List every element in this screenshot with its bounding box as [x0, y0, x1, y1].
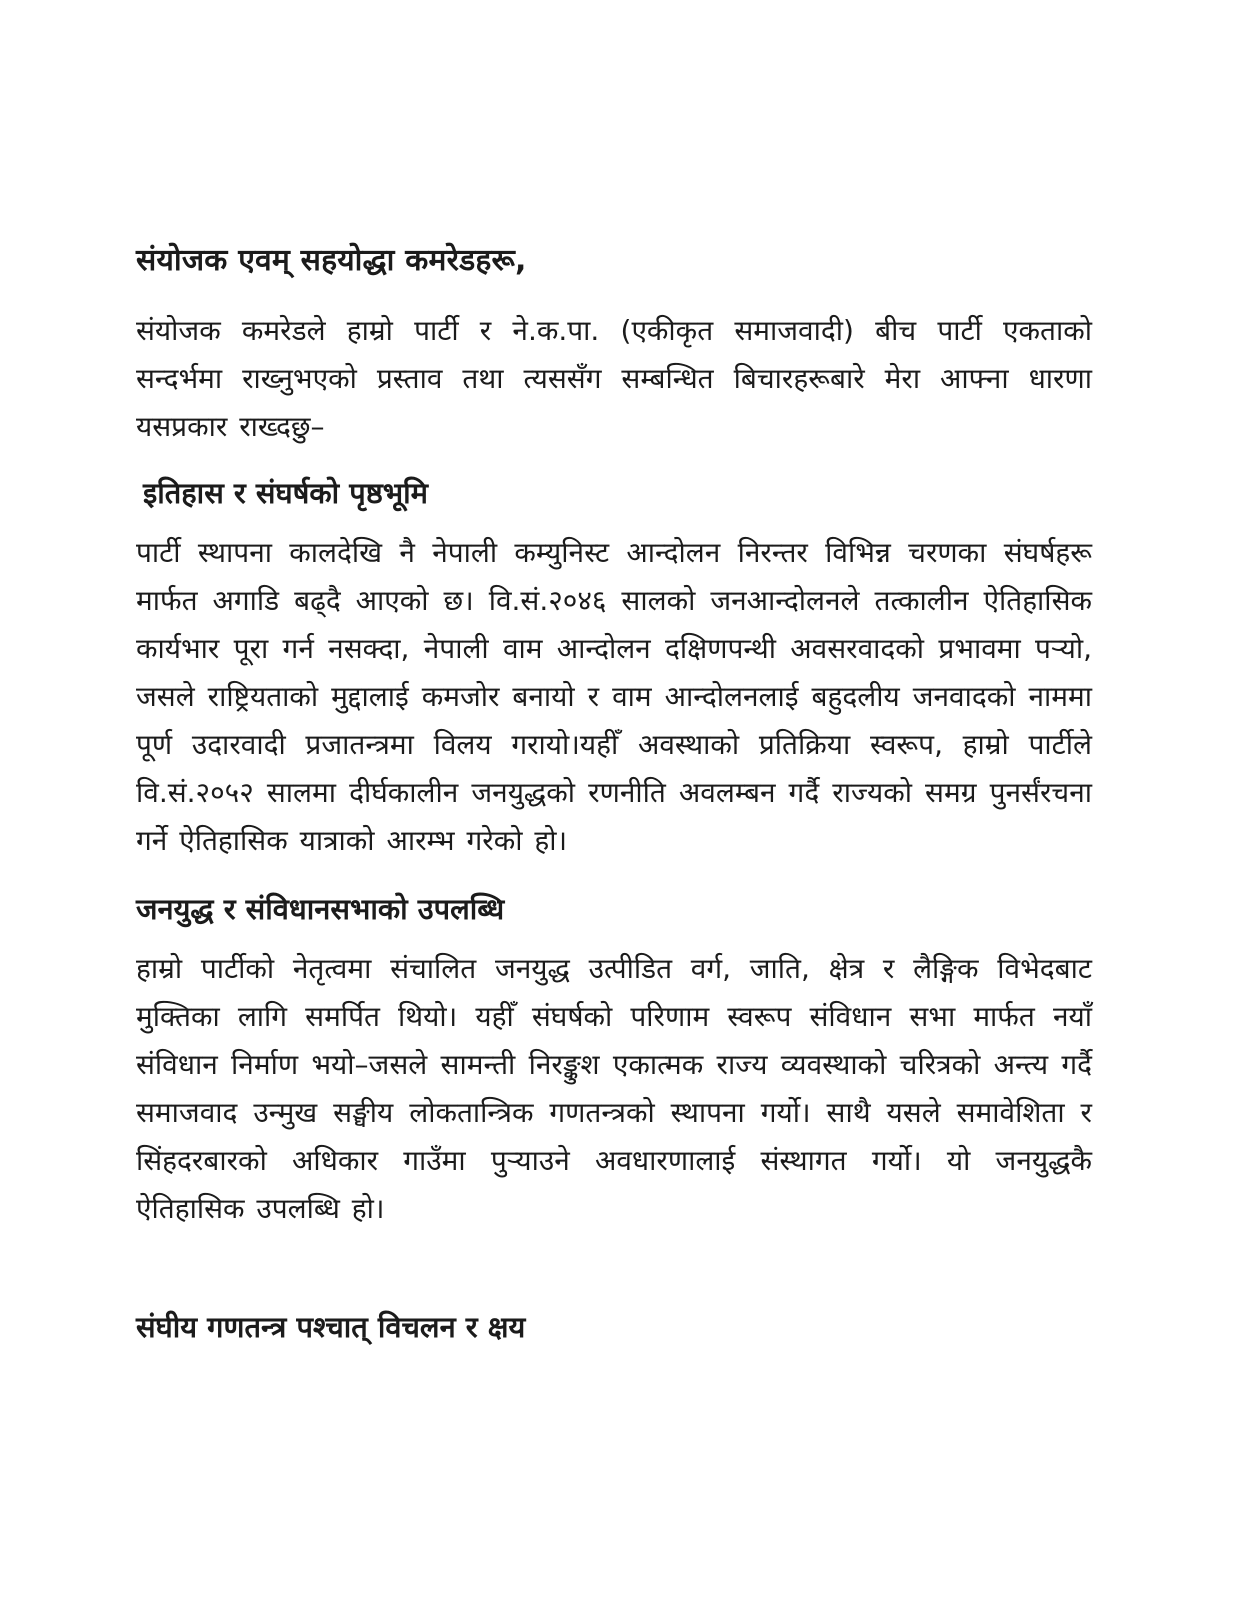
section-peoples-war	[136, 889, 1092, 1233]
section-body-peoples-war: हाम्रो पार्टीको नेतृत्वमा संचालित जनयुद्ध उत्पीडित वर्ग, जाति, क्षेत्र र लैङ्गिक विभेदबाट मुक्तिका लागि समर्पित थियो। यहीँ संघर्षको परिणाम स्वरूप संविधान सभा मार्फत नयाँ संविधान निर्माण भयो–जसले सामन्ती निरङ्कुश एकात्मक राज्य व्यवस्थाको चरित्रको अन्त्य गर्दै समाजवाद उन्मुख सङ्घीय लोकतान्त्रिक गणतन्त्रको स्थापना गर्यो। साथै यसले समावेशिता र सिंहदरबारको अधिकार गाउँमा पुऱ्याउने अवधारणालाई संस्थागत गर्यो। यो जनयुद्धकै ऐतिहासिक उपलब्धि हो।	[136, 952, 1092, 1225]
intro-paragraph: संयोजक कमरेडले हाम्रो पार्टी र ने.क.पा. (एकीकृत समाजवादी) बीच पार्टी एकताको सन्दर्भमा राख्नुभएको प्रस्ताव तथा त्यससँग सम्बन्धित बिचारहरूबारे मेरा आफ्ना धारणा यसप्रकार राख्दछु–	[136, 314, 1092, 443]
document-content	[136, 241, 1092, 1363]
section-history	[136, 473, 1092, 865]
section-heading-deviation: संघीय गणतन्त्र पश्चात् विचलन र क्षय	[136, 1310, 526, 1344]
salutation-heading: संयोजक एवम् सहयोद्धा कमरेडहरू,	[136, 243, 527, 278]
section-deviation	[136, 1307, 1092, 1347]
section-body-history: पार्टी स्थापना कालदेखि नै नेपाली कम्युनिस्ट आन्दोलन निरन्तर विभिन्न चरणका संघर्षहरू मार्फत अगाडि बढ्दै आएको छ। वि.सं.२०४६ सालको जनआन्दोलनले तत्कालीन ऐतिहासिक कार्यभार पूरा गर्न नसक्दा, नेपाली वाम आन्दोलन दक्षिणपन्थी अवसरवादको प्रभावमा पऱ्यो, जसले राष्ट्रियताको मुद्दालाई कमजोर बनायो र वाम आन्दोलनलाई बहुदलीय जनवादको नाममा पूर्ण उदारवादी प्रजातन्त्रमा विलय गरायो।यहीँ अवस्थाको प्रतिक्रिया स्वरूप, हाम्रो पार्टीले वि.सं.२०५२ सालमा दीर्घकालीन जनयुद्धको रणनीति अवलम्बन गर्दै राज्यको समग्र पुनर्संरचना गर्ने ऐतिहासिक यात्राको आरम्भ गरेको हो।	[136, 536, 1092, 857]
section-heading-history: इतिहास र संघर्षको पृष्ठभूमि	[143, 476, 429, 510]
section-heading-peoples-war: जनयुद्ध र संविधानसभाको उपलब्धि	[136, 892, 505, 926]
